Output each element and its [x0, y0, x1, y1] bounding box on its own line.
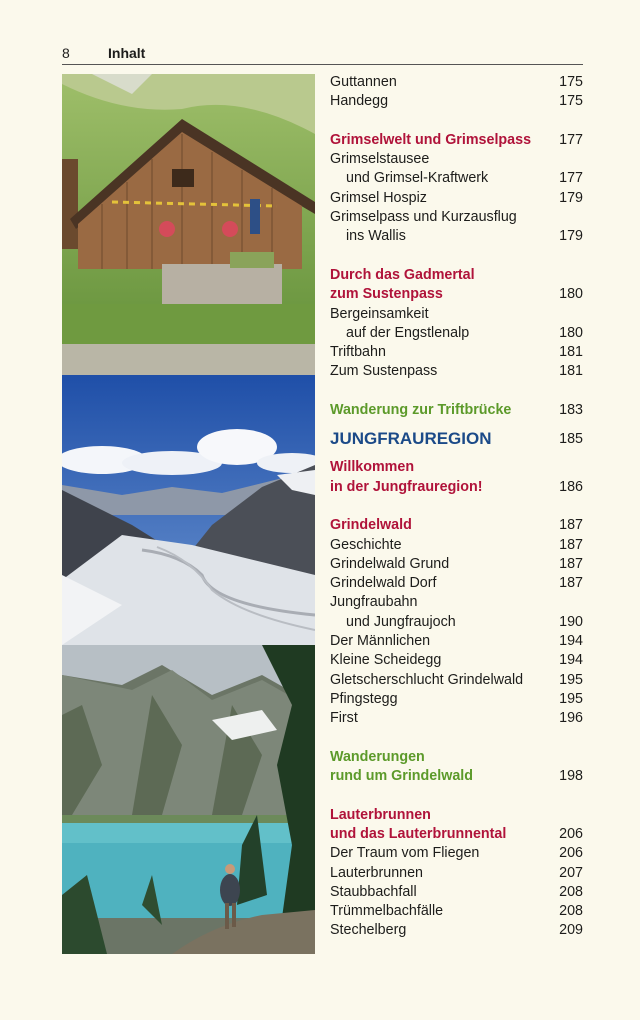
toc-entry[interactable]	[330, 362, 583, 381]
toc-entry-label: First	[330, 710, 358, 727]
toc-entry-label: zum Sustenpass	[330, 286, 443, 303]
toc-entry-page: 180	[559, 286, 583, 303]
toc-entry-label: JUNGFRAUREGION	[330, 429, 492, 449]
toc-entry[interactable]	[330, 131, 583, 150]
toc-entry-page: 209	[559, 922, 583, 939]
toc-entry[interactable]	[330, 864, 583, 883]
toc-entry-label: Der Traum vom Fliegen	[330, 845, 480, 862]
toc-entry-label: Geschichte	[330, 536, 402, 553]
toc-entry[interactable]	[330, 458, 583, 477]
toc-entry-label: Triftbahn	[330, 344, 386, 361]
toc-entry-label: Grimselwelt und Grimselpass	[330, 131, 532, 148]
toc-entry-label: in der Jungfrauregion!	[330, 478, 483, 495]
toc-entry[interactable]	[330, 574, 583, 593]
alpine-hut-photo	[62, 74, 315, 375]
toc-entry-page: 194	[559, 633, 583, 650]
toc-entry[interactable]	[330, 883, 583, 902]
toc-entry[interactable]	[330, 613, 583, 632]
toc-entry-label: Zum Sustenpass	[330, 363, 438, 380]
toc-entry[interactable]	[330, 227, 583, 246]
page-header	[62, 44, 583, 65]
toc-entry[interactable]	[330, 516, 583, 535]
toc-entry[interactable]	[330, 343, 583, 362]
toc-entry[interactable]	[330, 632, 583, 651]
toc-entry-label: Durch das Gadmertal	[330, 266, 475, 283]
toc-entry-label: Grindelwald Grund	[330, 555, 450, 572]
toc-entry-page: 190	[559, 613, 583, 630]
toc-entry[interactable]	[330, 767, 583, 786]
toc-entry-page: 208	[559, 883, 583, 900]
toc-entry-page: 196	[559, 710, 583, 727]
toc-entry-label: Willkommen	[330, 459, 415, 476]
aletsch-glacier-photo	[62, 375, 315, 645]
photo-column	[62, 74, 315, 954]
toc-entry-page: 195	[559, 690, 583, 707]
toc-entry-label: auf der Engstlenalp	[346, 324, 470, 341]
toc-entry-label: Grimselstausee	[330, 151, 430, 168]
toc-entry[interactable]	[330, 748, 583, 767]
toc-entry-page: 206	[559, 825, 583, 842]
toc-entry-page: 179	[559, 189, 583, 206]
toc-entry-label: ins Wallis	[346, 228, 406, 245]
toc-entry[interactable]	[330, 844, 583, 863]
toc-entry-label: Grimselpass und Kurzausflug	[330, 209, 517, 226]
toc-entry[interactable]	[330, 401, 583, 420]
toc-spacer	[330, 247, 583, 266]
toc-spacer	[330, 729, 583, 748]
toc-entry[interactable]	[330, 690, 583, 709]
table-of-contents	[330, 73, 583, 941]
toc-entry-label: Trümmelbachfälle	[330, 903, 444, 920]
toc-entry-label: Der Männlichen	[330, 633, 431, 650]
toc-entry-page: 181	[559, 363, 583, 380]
toc-entry[interactable]	[330, 285, 583, 304]
toc-entry[interactable]	[330, 902, 583, 921]
oeschinensee-lake-photo	[62, 645, 315, 954]
toc-entry-page: 177	[559, 131, 583, 148]
toc-entry[interactable]	[330, 921, 583, 940]
toc-entry[interactable]	[330, 150, 583, 169]
section-title: Inhalt	[108, 45, 146, 61]
toc-entry-page: 181	[559, 344, 583, 361]
toc-entry-label: Staubbachfall	[330, 883, 417, 900]
toc-entry[interactable]	[330, 593, 583, 612]
toc-entry[interactable]	[330, 266, 583, 285]
toc-entry-page: 208	[559, 903, 583, 920]
toc-entry-page: 185	[559, 431, 583, 448]
toc-entry[interactable]	[330, 208, 583, 227]
toc-entry[interactable]	[330, 709, 583, 728]
toc-entry-page: 207	[559, 864, 583, 881]
toc-entry[interactable]	[330, 73, 583, 92]
toc-entry[interactable]	[330, 169, 583, 188]
toc-entry-label: Pfingstegg	[330, 690, 398, 707]
page-number: 8	[62, 45, 70, 61]
toc-entry-page: 186	[559, 478, 583, 495]
toc-entry-page: 183	[559, 402, 583, 419]
toc-entry-page: 187	[559, 517, 583, 534]
toc-entry-label: Wanderung zur Triftbrücke	[330, 402, 512, 419]
toc-entry-label: und Jungfraujoch	[346, 613, 456, 630]
toc-entry-label: rund um Grindelwald	[330, 768, 473, 785]
toc-entry[interactable]	[330, 324, 583, 343]
toc-entry-label: Bergeinsamkeit	[330, 305, 429, 322]
toc-entry[interactable]	[330, 189, 583, 208]
toc-entry-label: Jungfraubahn	[330, 594, 418, 611]
toc-entry-page: 195	[559, 671, 583, 688]
toc-entry-label: Kleine Scheidegg	[330, 652, 442, 669]
toc-entry-page: 194	[559, 652, 583, 669]
toc-entry-page: 187	[559, 575, 583, 592]
toc-region-heading[interactable]	[330, 420, 583, 458]
toc-entry-label: Handegg	[330, 93, 389, 110]
toc-entry[interactable]	[330, 825, 583, 844]
toc-entry-label: Gletscherschlucht Grindelwald	[330, 671, 524, 688]
toc-entry[interactable]	[330, 305, 583, 324]
toc-spacer	[330, 382, 583, 401]
toc-entry[interactable]	[330, 478, 583, 497]
toc-entry-page: 175	[559, 74, 583, 90]
toc-entry-page: 206	[559, 845, 583, 862]
toc-entry-page: 179	[559, 228, 583, 245]
toc-entry[interactable]	[330, 92, 583, 111]
toc-entry-label: Wanderungen	[330, 748, 425, 765]
toc-entry-label: Stechelberg	[330, 922, 407, 939]
toc-entry-page: 175	[559, 93, 583, 110]
toc-entry-label: Lauterbrunnen	[330, 864, 424, 881]
toc-entry-page: 198	[559, 768, 583, 785]
toc-entry-page: 187	[559, 555, 583, 572]
toc-spacer	[330, 497, 583, 516]
toc-entry-page: 187	[559, 536, 583, 553]
toc-entry[interactable]	[330, 671, 583, 690]
toc-entry-label: und Grimsel-Kraftwerk	[346, 170, 489, 187]
toc-entry-label: Guttannen	[330, 74, 397, 90]
toc-entry-label: Grimsel Hospiz	[330, 189, 427, 206]
toc-entry-label: Grindelwald	[330, 517, 412, 534]
toc-spacer	[330, 786, 583, 805]
toc-entry[interactable]	[330, 651, 583, 670]
toc-entry-label: Lauterbrunnen	[330, 806, 431, 823]
toc-entry-label: Grindelwald Dorf	[330, 575, 437, 592]
toc-entry[interactable]	[330, 806, 583, 825]
toc-entry-label: und das Lauterbrunnental	[330, 825, 507, 842]
toc-entry[interactable]	[330, 536, 583, 555]
toc-spacer	[330, 112, 583, 131]
toc-entry-page: 177	[559, 170, 583, 187]
toc-entry-page: 180	[559, 324, 583, 341]
toc-entry[interactable]	[330, 555, 583, 574]
